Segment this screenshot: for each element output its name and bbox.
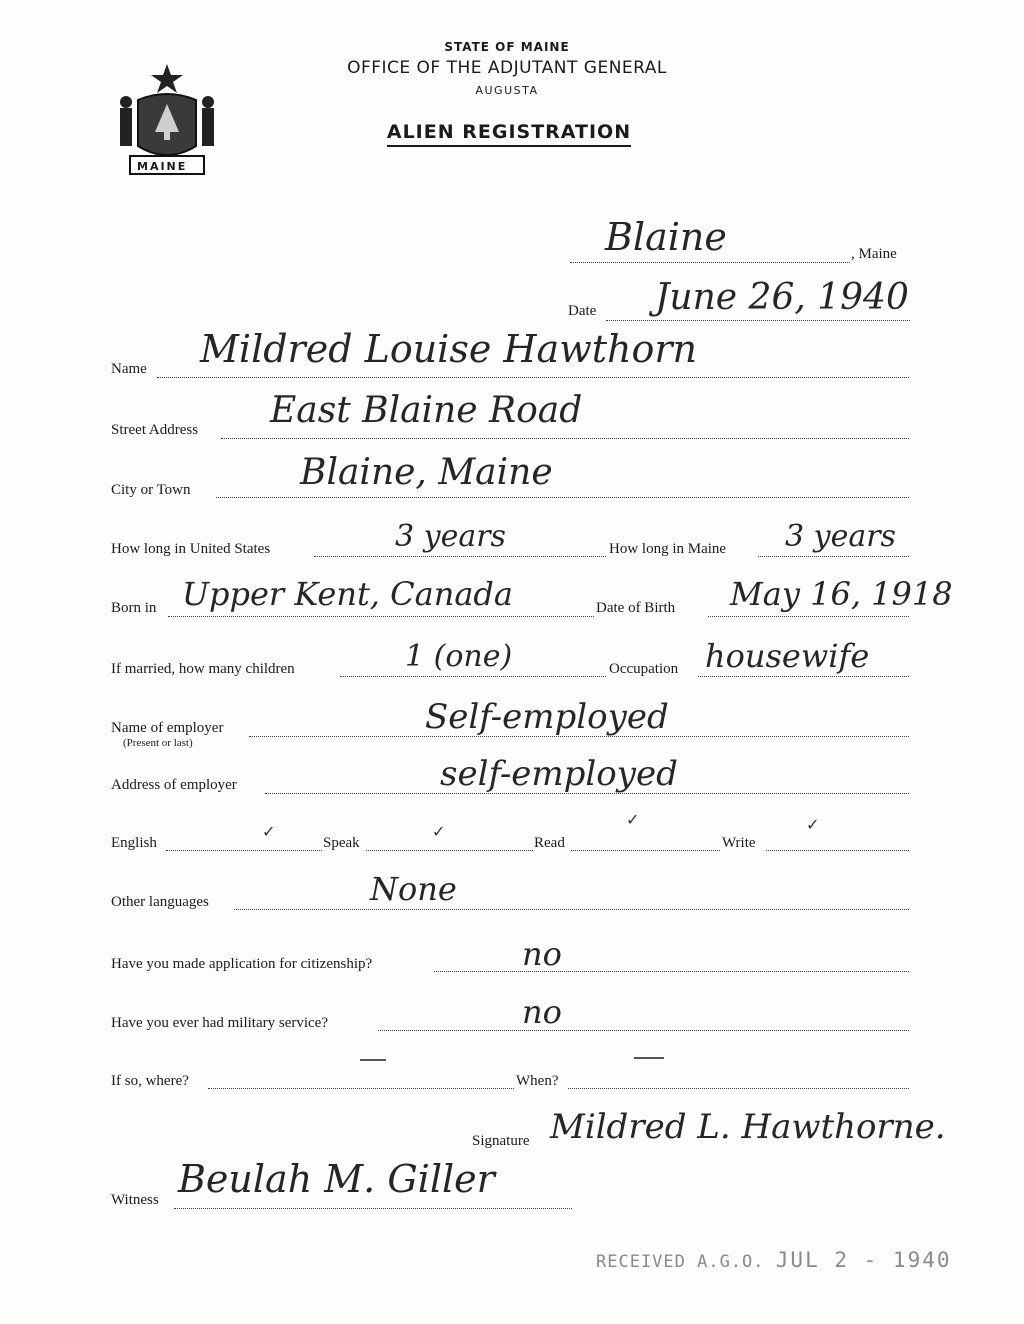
employer-name-sublabel: (Present or last) [123, 737, 193, 749]
other-languages-line [234, 909, 909, 910]
header-office: OFFICE OF THE ADJUTANT GENERAL [347, 58, 667, 78]
place-value: Blaine [605, 215, 727, 259]
dob-line [708, 616, 909, 617]
seal-text: MAINE [137, 160, 188, 173]
form-header [0, 40, 1024, 147]
military-value: no [522, 993, 562, 1031]
street-value: East Blaine Road [270, 390, 583, 431]
write-check-icon: ✓ [806, 815, 820, 834]
other-languages-value: None [370, 870, 457, 908]
header-state: STATE OF MAINE [444, 40, 570, 54]
how-long-maine-value: 3 years [785, 519, 896, 554]
children-label: If married, how many children [111, 661, 295, 677]
write-line [766, 850, 909, 851]
when-label: When? [516, 1073, 559, 1089]
children-line [340, 676, 606, 677]
read-line [571, 850, 720, 851]
dob-value: May 16, 1918 [730, 575, 953, 613]
citizenship-line [434, 971, 909, 972]
read-check-icon: ✓ [626, 810, 640, 829]
english-label: English [111, 835, 157, 851]
military-label: Have you ever had military service? [111, 1015, 328, 1031]
name-label: Name [111, 361, 147, 377]
how-long-us-value: 3 years [395, 519, 506, 554]
city-label: City or Town [111, 482, 191, 498]
children-value: 1 (one) [405, 639, 513, 674]
employer-name-value: Self-employed [425, 697, 669, 737]
how-long-maine-line [758, 556, 909, 557]
occupation-label: Occupation [609, 661, 679, 677]
occupation-value: housewife [705, 637, 870, 675]
how-long-us-label: How long in United States [111, 541, 271, 557]
stamp-prefix: RECEIVED A.G.O. [596, 1252, 765, 1272]
if-so-where-label: If so, where? [111, 1073, 189, 1089]
city-value: Blaine, Maine [300, 452, 553, 493]
read-label: Read [534, 835, 565, 851]
occupation-line [698, 676, 909, 677]
header-city: AUGUSTA [475, 84, 539, 97]
how-long-us-line [314, 556, 606, 557]
english-check-icon: ✓ [262, 822, 276, 841]
speak-line [366, 850, 533, 851]
employer-name-label: Name of employer [111, 720, 224, 736]
military-line [378, 1030, 909, 1031]
where-dash [360, 1059, 386, 1061]
dob-label: Date of Birth [596, 600, 676, 616]
born-in-label: Born in [111, 600, 157, 616]
write-label: Write [722, 835, 756, 851]
english-line [166, 850, 322, 851]
stamp-date: JUL 2 - 1940 [775, 1248, 952, 1272]
form-title: ALIEN REGISTRATION [387, 121, 631, 147]
place-line [570, 262, 850, 263]
date-value: June 26, 1940 [655, 277, 909, 318]
signature-value: Mildred L. Hawthorne. [550, 1107, 946, 1147]
signature-label: Signature [472, 1133, 530, 1149]
when-dash [634, 1057, 664, 1059]
date-line [606, 320, 910, 321]
other-languages-label: Other languages [111, 894, 209, 910]
when-line [568, 1088, 909, 1089]
witness-line [174, 1208, 572, 1209]
if-so-where-line [208, 1088, 514, 1089]
how-long-maine-label: How long in Maine [609, 541, 727, 557]
name-value: Mildred Louise Hawthorn [200, 327, 697, 371]
maine-label: , Maine [851, 246, 897, 262]
received-stamp [596, 1248, 952, 1272]
street-line [221, 438, 909, 439]
speak-check-icon: ✓ [432, 822, 446, 841]
witness-value: Beulah M. Giller [178, 1157, 495, 1201]
street-label: Street Address [111, 422, 199, 438]
date-label: Date [568, 303, 597, 319]
born-in-line [168, 616, 594, 617]
city-line [216, 497, 909, 498]
employer-address-label: Address of employer [111, 777, 237, 793]
witness-label: Witness [111, 1192, 159, 1208]
citizenship-value: no [522, 935, 562, 973]
name-line [157, 377, 909, 378]
citizenship-label: Have you made application for citizenship? [111, 956, 373, 972]
speak-label: Speak [323, 835, 360, 851]
employer-address-value: self-employed [440, 754, 678, 794]
born-in-value: Upper Kent, Canada [182, 575, 513, 613]
